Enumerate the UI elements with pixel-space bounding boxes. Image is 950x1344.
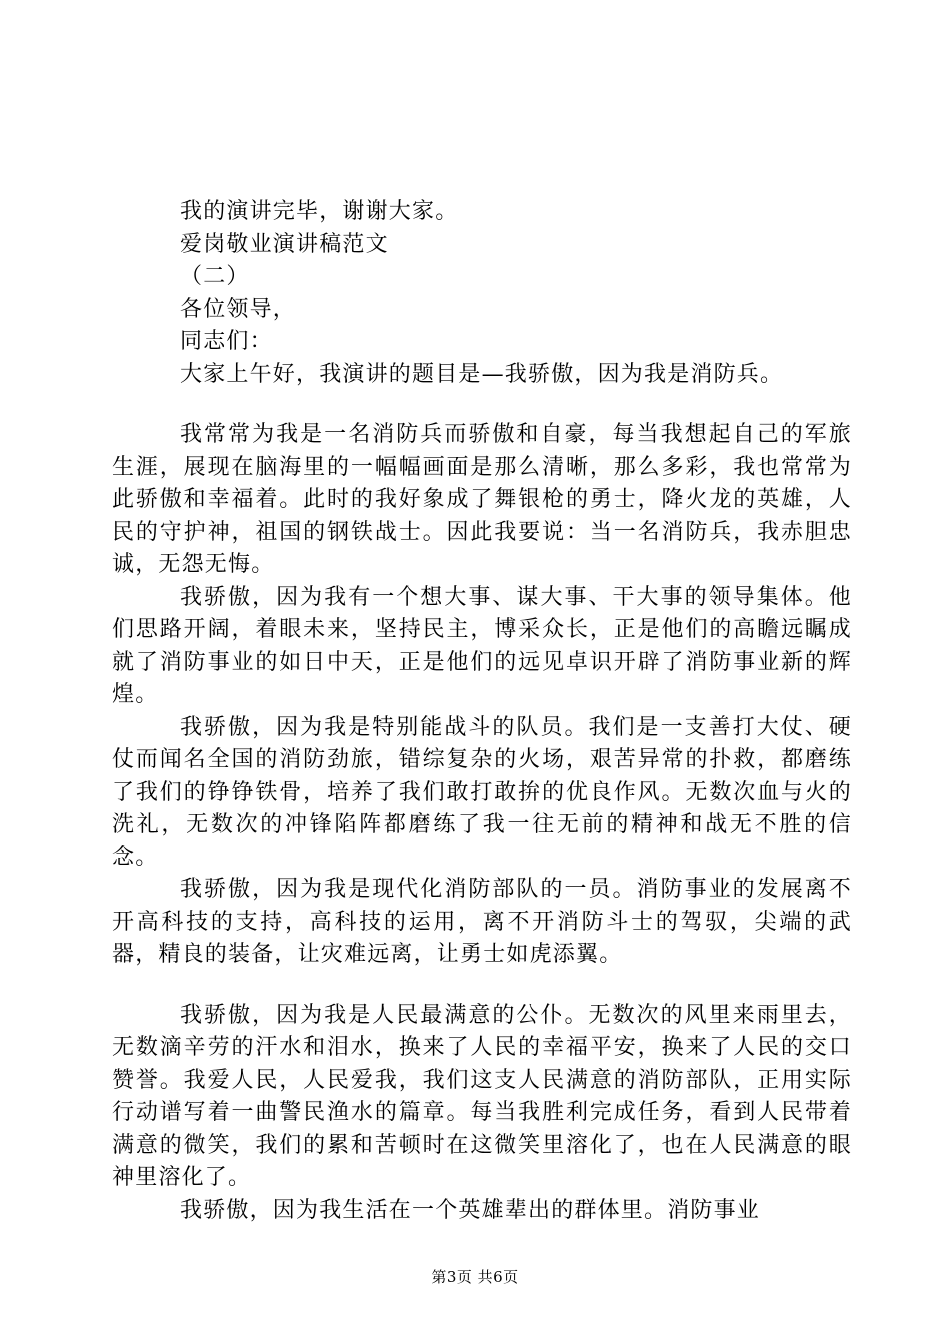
opening-line: 大家上午好，我演讲的题目是—我骄傲，因为我是消防兵。	[180, 361, 784, 387]
paragraph: 我骄傲，因为我生活在一个英雄辈出的群体里。消防事业	[180, 1197, 761, 1223]
salutation-leaders: 各位领导，	[180, 296, 297, 322]
paragraph: 我骄傲，因为我有一个想大事、谋大事、干大事的领导集体。他们思路开阔，着眼未来，坚持民主，博采众长，正是他们的高瞻远瞩成就了消防事业的如日中天，正是他们的远见卓识开辟了消防事业新的辉煌。	[112, 584, 852, 707]
page-number-footer: 第3页 共6页	[431, 1268, 519, 1286]
paragraph: 我骄傲，因为我是现代化消防部队的一员。消防事业的发展离不开高科技的支持，高科技的运用，离不开消防斗士的驾驭，尖端的武器，精良的装备，让灾难远离，让勇士如虎添翼。	[112, 877, 852, 967]
salutation-comrades: 同志们：	[180, 329, 273, 354]
paragraph: 我骄傲，因为我是人民最满意的公仆。无数次的风里来雨里去，无数滴辛劳的汗水和泪水，换来了人民的幸福平安，换来了人民的交口赞誉。我爱人民，人民爱我，我们这支人民满意的消防部队，正用实际行动谱写着一曲警民渔水的篇章。每当我胜利完成任务，看到人民带着满意的微笑，我们的累和苦顿时在这微笑里溶化了，也在人民满意的眼神里溶化了。	[112, 1002, 852, 1190]
section-number: （二）	[180, 264, 250, 289]
paragraph-gap	[112, 391, 852, 419]
paragraph: 我常常为我是一名消防兵而骄傲和自豪，每当我想起自己的军旅生涯，展现在脑海里的一幅幅画面是那么清晰，那么多彩，我也常常为此骄傲和幸福着。此时的我好象成了舞银枪的勇士，降火龙的英雄，人民的守护神，祖国的钢铁战士。因此我要说：当一名消防兵，我赤胆忠诚，无怨无悔。	[112, 422, 852, 577]
paragraph: 我骄傲，因为我是特别能战斗的队员。我们是一支善打大仗、硬仗而闻名全国的消防劲旅，错综复杂的火场，艰苦异常的扑救，都磨练了我们的铮铮铁骨，培养了我们敢打敢拚的优良作风。无数次血与火的洗礼，无数次的冲锋陷阵都磨练了我一往无前的精神和战无不胜的信念。	[112, 714, 852, 870]
closing-line: 我的演讲完毕，谢谢大家。	[180, 199, 459, 224]
document-body	[112, 196, 852, 1227]
section-title: 爱岗敬业演讲稿范文	[180, 231, 389, 257]
paragraph-gap	[112, 972, 852, 1000]
